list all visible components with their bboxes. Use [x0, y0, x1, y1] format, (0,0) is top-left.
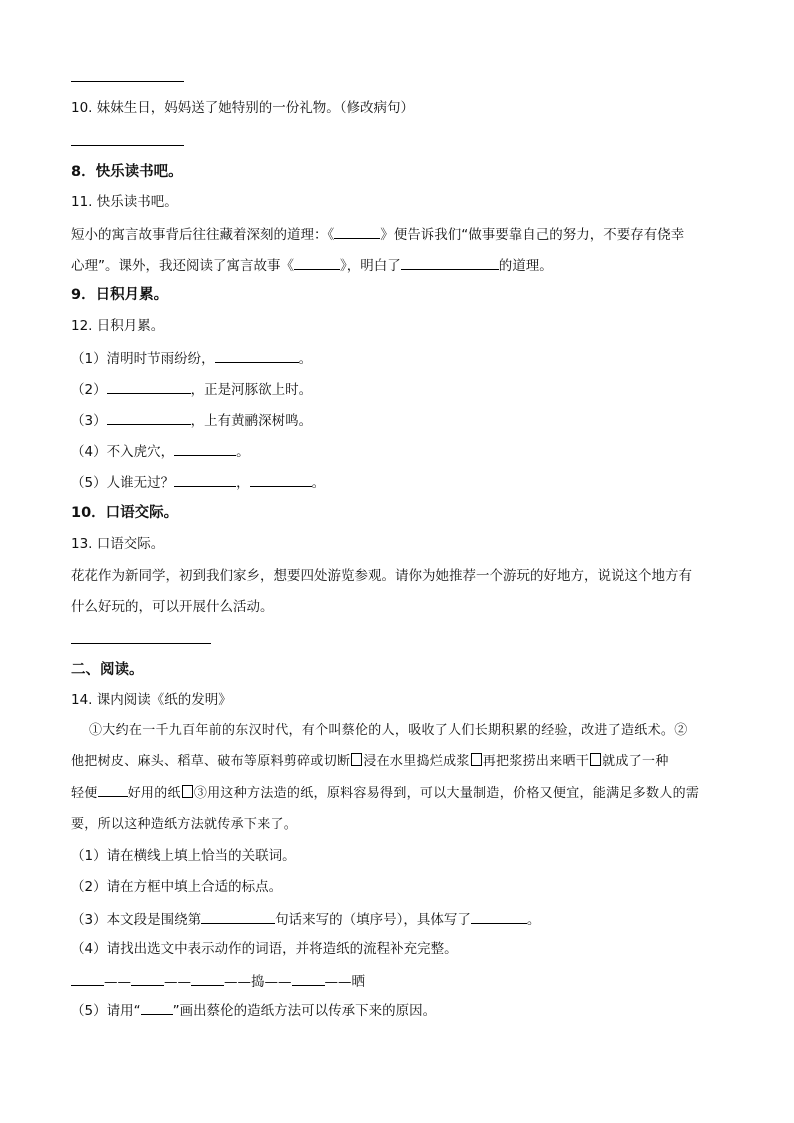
question-11-line-1: [71, 223, 684, 245]
text: 短小的寓言故事背后往往藏着深刻的道理：《: [71, 227, 335, 243]
question-12-item-1: [71, 347, 312, 369]
text: 句话来写的（填序号），具体写了: [275, 912, 471, 928]
sub-question-1: （1）请在横线上填上恰当的关联词。: [71, 848, 296, 864]
fill-blank[interactable]: [98, 784, 128, 797]
answer-line: [71, 643, 211, 644]
part-heading-reading: 二、阅读。: [71, 662, 144, 678]
text: （3）本文段是围绕第: [71, 912, 202, 928]
flow-arrow: ——: [104, 974, 131, 990]
underline-sample: [141, 1004, 173, 1015]
sub-question-3: [71, 908, 540, 930]
text: （5）人谁无过？: [71, 475, 175, 491]
punctuation-box[interactable]: [471, 753, 482, 766]
fill-blank[interactable]: [250, 471, 312, 487]
passage-line-1: ①大约在一千九百年前的东汉时代，有个叫蔡伦的人，吸收了人们长期积累的经验，改进了造纸术。②: [89, 723, 688, 738]
question-11-line-2: [71, 254, 553, 276]
sub-question-5: [71, 1001, 436, 1021]
text: （4）不入虎穴，: [71, 444, 175, 460]
passage-line-3: [71, 784, 699, 804]
flow-step: ——晒: [324, 974, 365, 990]
section-heading-10: 10．口语交际。: [71, 505, 179, 521]
fill-blank[interactable]: [71, 970, 104, 986]
answer-line: [71, 81, 184, 82]
passage-line-4: 要，所以这种造纸方法就传承下来了。: [71, 817, 298, 832]
sub-question-4: （4）请找出选文中表示动作的词语，并将造纸的流程补充完整。: [71, 941, 458, 957]
fill-blank[interactable]: [201, 908, 275, 924]
text: 再把浆捞出来晒干: [482, 754, 590, 769]
process-flow: [71, 970, 365, 992]
punctuation-box[interactable]: [351, 753, 362, 766]
text: 好用的纸: [127, 786, 181, 801]
text: （5）请用“: [71, 1003, 141, 1019]
text: 心理”。课外，我还阅读了寓言故事《: [71, 258, 294, 274]
text: （2）: [71, 382, 107, 398]
text: 轻便: [71, 786, 98, 801]
punctuation-box[interactable]: [182, 785, 193, 798]
fill-blank[interactable]: [401, 254, 499, 270]
answer-line: [71, 145, 184, 146]
flow-step: ——捣——: [224, 974, 292, 990]
text: 浸在水里捣烂成浆: [363, 754, 470, 769]
text: （3）: [71, 413, 107, 429]
question-text: 10. 妹妹生日，妈妈送了她特别的一份礼物。（修改病句）: [71, 100, 415, 116]
text: （1）清明时节雨纷纷，: [71, 351, 215, 367]
text: 他把树皮、麻头、稻草、破布等原料剪碎或切断: [71, 754, 351, 769]
question-10: [71, 98, 414, 118]
section-heading-9: 9．日积月累。: [71, 287, 169, 303]
fill-blank[interactable]: [292, 970, 325, 986]
text: ③用这种方法造的纸，原料容易得到，可以大量制造，价格又便宜，能满足多数人的需: [193, 786, 700, 801]
question-12-item-2: [71, 378, 312, 400]
text: ，正是河豚欲上时。: [190, 382, 313, 398]
flow-arrow: ——: [164, 974, 191, 990]
passage-line-2: [71, 752, 669, 772]
sub-question-2: （2）请在方框中填上合适的标点。: [71, 879, 283, 895]
fill-blank[interactable]: [174, 440, 236, 456]
fill-blank[interactable]: [107, 409, 191, 425]
fill-blank[interactable]: [294, 254, 340, 270]
text: ”画出蔡伦的造纸方法可以传承下来的原因。: [172, 1003, 437, 1019]
question-12-item-4: [71, 440, 250, 462]
text: 》，明白了: [340, 258, 401, 274]
question-12-item-5: [71, 471, 325, 493]
text: 。: [526, 912, 541, 928]
text: 的道理。: [498, 258, 553, 274]
text: 就成了一种: [602, 754, 669, 769]
fill-blank[interactable]: [191, 970, 224, 986]
question-11-title: 11. 快乐读书吧。: [71, 194, 178, 210]
punctuation-box[interactable]: [590, 753, 601, 766]
question-13-line-1: 花花作为新同学，初到我们家乡，想要四处游览参观。请你为她推荐一个游玩的好地方，说说这个地方有: [71, 568, 692, 584]
section-heading-8: 8．快乐读书吧。: [71, 164, 183, 180]
text: 。: [311, 475, 326, 491]
question-12-title: 12. 日积月累。: [71, 318, 165, 334]
fill-blank[interactable]: [174, 471, 236, 487]
question-14-title: 14. 课内阅读《纸的发明》: [71, 692, 232, 708]
fill-blank[interactable]: [215, 347, 299, 363]
question-13-title: 13. 口语交际。: [71, 536, 165, 552]
text: 》便告诉我们“做事要靠自己的努力，不要存有侥幸: [380, 227, 685, 243]
text: ，: [236, 475, 250, 491]
text: 。: [298, 351, 313, 367]
fill-blank[interactable]: [107, 378, 191, 394]
text: 。: [236, 444, 250, 460]
fill-blank[interactable]: [131, 970, 164, 986]
fill-blank[interactable]: [471, 908, 527, 924]
question-12-item-3: [71, 409, 312, 431]
fill-blank[interactable]: [334, 223, 380, 239]
question-13-line-2: 什么好玩的，可以开展什么活动。: [71, 599, 274, 615]
text: ，上有黄鹂深树鸣。: [190, 413, 313, 429]
